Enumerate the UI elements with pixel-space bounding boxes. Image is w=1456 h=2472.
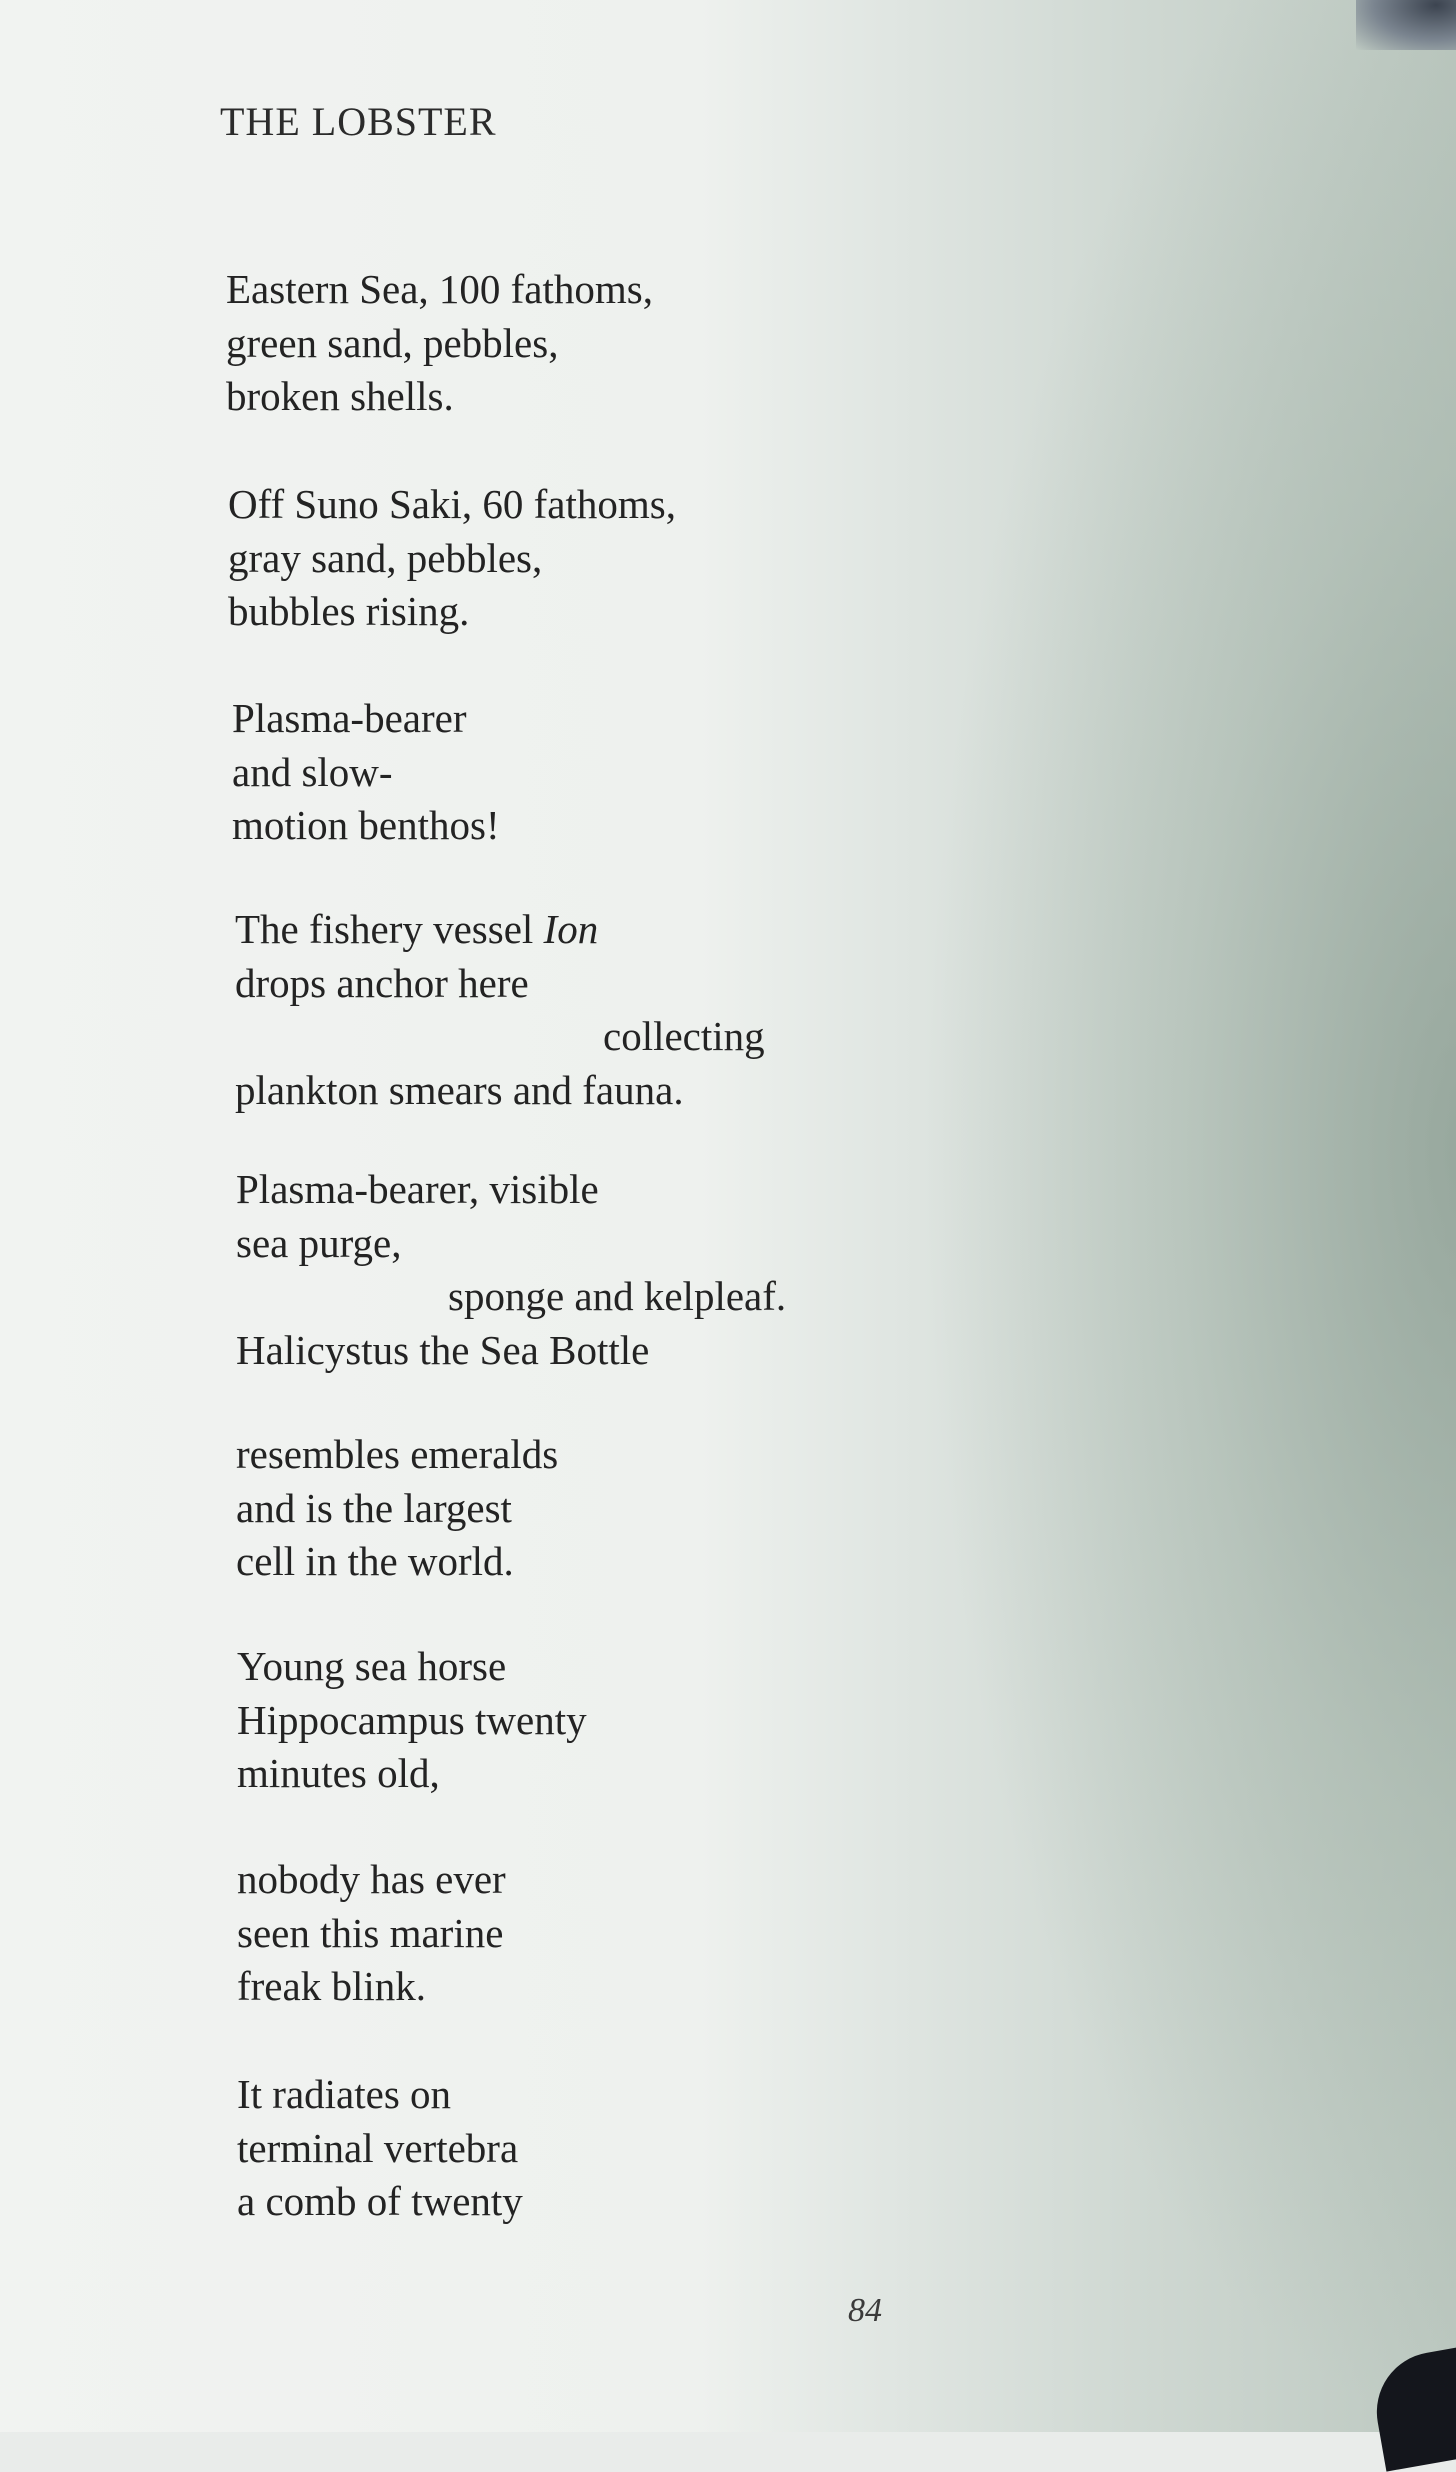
poem-line: broken shells. xyxy=(226,373,454,419)
poem-line: gray sand, pebbles, xyxy=(228,534,543,581)
poem-line: nobody has ever xyxy=(237,1856,506,1902)
poem-line: plankton smears and fauna. xyxy=(235,1066,684,1113)
stanza-9 xyxy=(237,2068,523,2229)
poem-line: bubbles rising. xyxy=(228,588,470,634)
poem-line xyxy=(235,903,765,957)
stanza-4 xyxy=(235,903,765,1117)
poem-line: Plasma-bearer, visible xyxy=(236,1166,599,1212)
poem-line-text: The fishery vessel xyxy=(235,906,544,952)
poem-line: Eastern Sea, 100 fathoms, xyxy=(226,266,653,312)
poem-line: green sand, pebbles, xyxy=(226,319,559,366)
poem-line: terminal vertebra xyxy=(237,2124,519,2171)
poem-line: cell in the world. xyxy=(236,1538,514,1584)
poem-line-indented: sponge and kelpleaf. xyxy=(448,1273,787,1319)
page-corner-shadow xyxy=(1356,0,1456,50)
poem-line: It radiates on xyxy=(237,2071,452,2117)
poem-line-indented: collecting xyxy=(603,1013,765,1059)
poem-line: Plasma-bearer xyxy=(232,695,467,741)
poem-line: minutes old, xyxy=(237,1750,440,1796)
stanza-1 xyxy=(226,263,653,424)
poem-line: and slow- xyxy=(232,748,393,795)
poem-line: Off Suno Saki, 60 fathoms, xyxy=(228,481,676,527)
stanza-2 xyxy=(228,478,676,639)
poem-line: sea purge, xyxy=(236,1219,402,1266)
stanza-7 xyxy=(237,1640,587,1801)
poem-line: seen this marine xyxy=(237,1909,504,1956)
stanza-8 xyxy=(237,1853,506,2014)
poem-line: Halicystus the Sea Bottle xyxy=(236,1326,650,1373)
poem-line: and is the largest xyxy=(236,1484,512,1531)
poem-line: motion benthos! xyxy=(232,802,500,848)
poem-line: freak blink. xyxy=(237,1963,426,2009)
page-number: 84 xyxy=(848,2292,882,2329)
stanza-5 xyxy=(236,1163,786,1377)
stanza-6 xyxy=(236,1428,558,1589)
poem-line: Young sea horse xyxy=(237,1643,507,1689)
poem-title: THE LOBSTER xyxy=(220,99,497,144)
stanza-3 xyxy=(232,692,500,853)
poem-line: Hippocampus twenty xyxy=(237,1696,587,1743)
page-corner-edge xyxy=(1367,2342,1456,2471)
vessel-name: Ion xyxy=(543,906,599,952)
poem-line: a comb of twenty xyxy=(237,2178,523,2224)
poem-line: drops anchor here xyxy=(235,959,529,1006)
poem-line: resembles emeralds xyxy=(236,1431,559,1477)
